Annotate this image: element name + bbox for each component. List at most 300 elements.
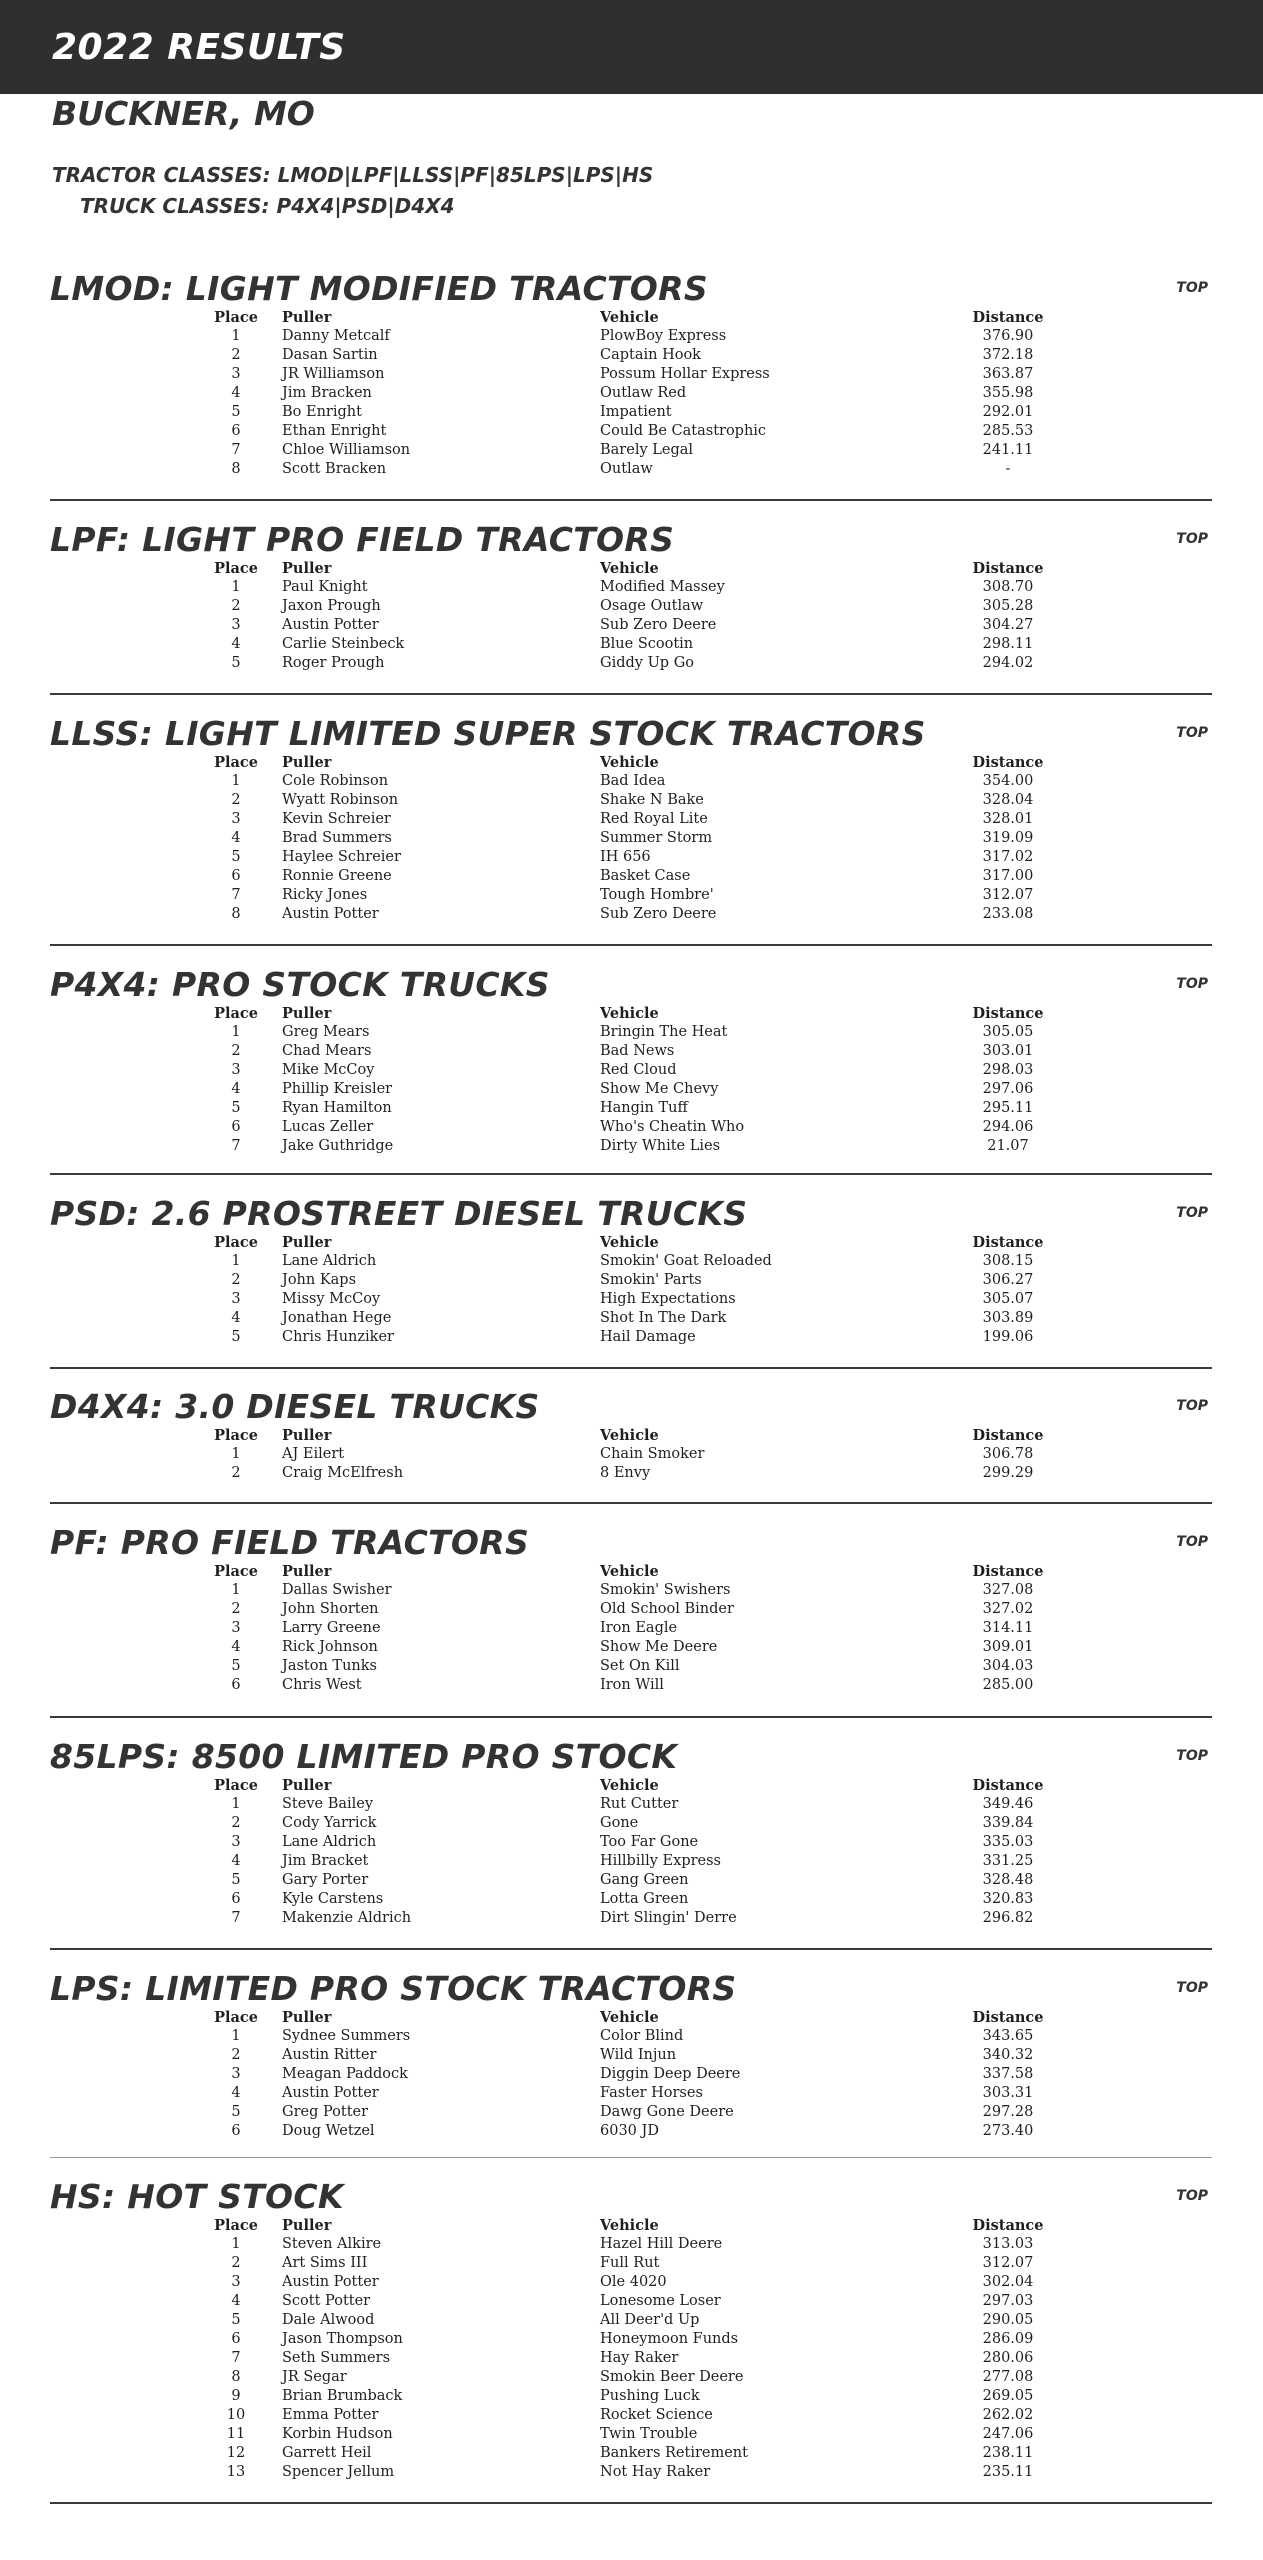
cell-puller: Larry Greene — [282, 1620, 381, 1636]
section-title: LLSS: LIGHT LIMITED SUPER STOCK TRACTORS — [50, 714, 926, 753]
table-row — [190, 1676, 1048, 1695]
table-row — [190, 1080, 1048, 1099]
cell-puller: Sydnee Summers — [282, 2028, 411, 2044]
cell-vehicle: Shot In The Dark — [600, 1310, 727, 1326]
cell-place: 3 — [231, 1834, 241, 1850]
cell-distance: 313.03 — [982, 2236, 1034, 2252]
table-row — [190, 772, 1048, 791]
column-header-vehicle: Vehicle — [600, 1005, 659, 1022]
back-to-top-link[interactable]: TOP — [1176, 2188, 1208, 2204]
table-row — [190, 460, 1048, 479]
cell-place: 6 — [231, 868, 241, 884]
cell-puller: Austin Potter — [282, 617, 379, 633]
cell-distance: 331.25 — [982, 1853, 1034, 1869]
cell-vehicle: Bringin The Heat — [600, 1024, 728, 1040]
cell-vehicle: 6030 JD — [600, 2123, 659, 2139]
cell-puller: Dallas Swisher — [282, 1582, 392, 1598]
section-divider — [50, 1948, 1212, 1950]
cell-place: 1 — [231, 2028, 241, 2044]
table-row — [190, 1814, 1048, 1833]
cell-vehicle: Hangin Tuff — [600, 1100, 688, 1116]
table-row — [190, 1023, 1048, 1042]
cell-vehicle: Faster Horses — [600, 2085, 703, 2101]
cell-distance: 337.58 — [982, 2066, 1034, 2082]
table-row — [190, 2444, 1048, 2463]
cell-distance: 235.11 — [982, 2464, 1034, 2480]
cell-puller: Spencer Jellum — [282, 2464, 395, 2480]
cell-puller: Ricky Jones — [282, 887, 368, 903]
cell-place: 5 — [231, 404, 241, 420]
column-header-distance: Distance — [972, 1427, 1044, 1444]
cell-place: 7 — [231, 1910, 241, 1926]
back-to-top-link[interactable]: TOP — [1176, 976, 1208, 992]
cell-place: 8 — [231, 461, 241, 477]
cell-vehicle: Lotta Green — [600, 1891, 689, 1907]
cell-puller: Jake Guthridge — [282, 1138, 394, 1154]
cell-puller: Greg Mears — [282, 1024, 370, 1040]
table-row — [190, 2387, 1048, 2406]
cell-puller: Cole Robinson — [282, 773, 389, 789]
cell-distance: 328.01 — [982, 811, 1034, 827]
cell-distance: 339.84 — [982, 1815, 1034, 1831]
back-to-top-link[interactable]: TOP — [1176, 531, 1208, 547]
cell-vehicle: Basket Case — [600, 868, 691, 884]
cell-vehicle: PlowBoy Express — [600, 328, 727, 344]
column-header-puller: Puller — [282, 2217, 332, 2234]
table-row — [190, 886, 1048, 905]
column-header-place: Place — [214, 1777, 258, 1794]
cell-place: 2 — [231, 1815, 241, 1831]
section-divider — [50, 2502, 1212, 2504]
cell-distance: 349.46 — [982, 1796, 1034, 1812]
column-header-distance: Distance — [972, 754, 1044, 771]
cell-distance: 376.90 — [982, 328, 1034, 344]
table-row — [190, 1464, 1048, 1483]
cell-vehicle: Bad News — [600, 1043, 675, 1059]
cell-vehicle: Gang Green — [600, 1872, 689, 1888]
cell-vehicle: Gone — [600, 1815, 639, 1831]
cell-vehicle: Summer Storm — [600, 830, 713, 846]
table-row — [190, 829, 1048, 848]
cell-puller: Steven Alkire — [282, 2236, 382, 2252]
cell-vehicle: Sub Zero Deere — [600, 906, 717, 922]
cell-distance: 273.40 — [982, 2123, 1034, 2139]
cell-distance: 309.01 — [982, 1639, 1034, 1655]
cell-place: 7 — [231, 887, 241, 903]
results-section — [50, 1738, 1212, 1928]
cell-puller: Dasan Sartin — [282, 347, 378, 363]
cell-distance: 335.03 — [982, 1834, 1034, 1850]
cell-vehicle: Who's Cheatin Who — [600, 1119, 745, 1135]
results-section — [50, 270, 1212, 479]
cell-puller: Kevin Schreier — [282, 811, 391, 827]
cell-puller: Jim Bracket — [282, 1853, 369, 1869]
table-row — [190, 2349, 1048, 2368]
table-row — [190, 365, 1048, 384]
cell-vehicle: Diggin Deep Deere — [600, 2066, 741, 2082]
cell-distance: 297.06 — [982, 1081, 1034, 1097]
cell-distance: 280.06 — [982, 2350, 1034, 2366]
cell-place: 4 — [231, 1853, 241, 1869]
column-header-puller: Puller — [282, 1777, 332, 1794]
results-section — [50, 521, 1212, 673]
column-header-puller: Puller — [282, 754, 332, 771]
cell-distance: 296.82 — [982, 1910, 1034, 1926]
cell-distance: 285.53 — [982, 423, 1034, 439]
cell-place: 6 — [231, 1677, 241, 1693]
column-header-distance: Distance — [972, 1234, 1044, 1251]
cell-place: 2 — [231, 1601, 241, 1617]
cell-puller: Lucas Zeller — [282, 1119, 374, 1135]
section-divider — [50, 693, 1212, 695]
table-row — [190, 635, 1048, 654]
cell-vehicle: Bad Idea — [600, 773, 666, 789]
cell-place: 6 — [231, 2123, 241, 2139]
table-row — [190, 1795, 1048, 1814]
table-row — [190, 2103, 1048, 2122]
cell-place: 7 — [231, 2350, 241, 2366]
column-header-distance: Distance — [972, 309, 1044, 326]
cell-distance: 298.11 — [982, 636, 1034, 652]
back-to-top-link[interactable]: TOP — [1176, 1205, 1208, 1221]
section-divider — [50, 1173, 1212, 1175]
table-row — [190, 1118, 1048, 1137]
back-to-top-link[interactable]: TOP — [1176, 1980, 1208, 1996]
cell-puller: Jim Bracken — [282, 385, 372, 401]
cell-puller: Bo Enright — [282, 404, 362, 420]
table-header-row — [190, 1004, 1048, 1023]
section-divider — [50, 1716, 1212, 1718]
cell-place: 5 — [231, 1329, 241, 1345]
cell-puller: John Shorten — [282, 1601, 379, 1617]
results-section — [50, 1970, 1212, 2141]
results-table — [190, 1004, 1048, 1156]
results-section — [50, 715, 1212, 924]
table-row — [190, 1833, 1048, 1852]
table-row — [190, 2463, 1048, 2482]
section-divider — [50, 944, 1212, 946]
cell-puller: Paul Knight — [282, 579, 368, 595]
table-row — [190, 1890, 1048, 1909]
column-header-place: Place — [214, 2217, 258, 2234]
table-row — [190, 2273, 1048, 2292]
cell-puller: Chad Mears — [282, 1043, 372, 1059]
column-header-vehicle: Vehicle — [600, 1234, 659, 1251]
cell-puller: Phillip Kreisler — [282, 1081, 393, 1097]
column-header-distance: Distance — [972, 560, 1044, 577]
column-header-distance: Distance — [972, 1005, 1044, 1022]
table-header-row — [190, 1562, 1048, 1581]
cell-puller: Jason Thompson — [282, 2331, 403, 2347]
cell-puller: Ryan Hamilton — [282, 1100, 392, 1116]
cell-puller: Kyle Carstens — [282, 1891, 384, 1907]
cell-puller: Austin Ritter — [282, 2047, 377, 2063]
cell-puller: Mike McCoy — [282, 1062, 375, 1078]
cell-vehicle: Modified Massey — [600, 579, 725, 595]
results-table — [190, 1233, 1048, 1347]
cell-distance: 306.78 — [982, 1446, 1034, 1462]
cell-vehicle: Could Be Catastrophic — [600, 423, 767, 439]
cell-puller: Rick Johnson — [282, 1639, 378, 1655]
cell-vehicle: Show Me Chevy — [600, 1081, 719, 1097]
cell-distance: 294.06 — [982, 1119, 1034, 1135]
table-row — [190, 346, 1048, 365]
cell-distance: 312.07 — [982, 887, 1034, 903]
cell-distance: 262.02 — [982, 2407, 1034, 2423]
section-title: LPS: LIMITED PRO STOCK TRACTORS — [50, 1969, 737, 2008]
page-title: 2022 RESULTS — [52, 26, 346, 68]
table-row — [190, 616, 1048, 635]
cell-vehicle: Hay Raker — [600, 2350, 679, 2366]
cell-vehicle: Twin Trouble — [600, 2426, 698, 2442]
cell-place: 3 — [231, 617, 241, 633]
column-header-puller: Puller — [282, 309, 332, 326]
cell-vehicle: Red Cloud — [600, 1062, 677, 1078]
cell-place: 4 — [231, 1310, 241, 1326]
cell-distance: 320.83 — [982, 1891, 1034, 1907]
cell-distance: 343.65 — [982, 2028, 1034, 2044]
cell-distance: 269.05 — [982, 2388, 1034, 2404]
cell-place: 4 — [231, 830, 241, 846]
cell-puller: Gary Porter — [282, 1872, 369, 1888]
cell-puller: Danny Metcalf — [282, 328, 390, 344]
cell-puller: Meagan Paddock — [282, 2066, 408, 2082]
table-row — [190, 1657, 1048, 1676]
column-header-vehicle: Vehicle — [600, 1427, 659, 1444]
table-row — [190, 2235, 1048, 2254]
cell-puller: Makenzie Aldrich — [282, 1910, 412, 1926]
column-header-puller: Puller — [282, 1234, 332, 1251]
section-divider — [50, 1502, 1212, 1504]
cell-place: 7 — [231, 1138, 241, 1154]
table-row — [190, 848, 1048, 867]
column-header-vehicle: Vehicle — [600, 2009, 659, 2026]
cell-distance: 304.03 — [982, 1658, 1034, 1674]
table-header-row — [190, 753, 1048, 772]
cell-distance: 327.08 — [982, 1582, 1034, 1598]
cell-puller: Seth Summers — [282, 2350, 391, 2366]
cell-vehicle: Pushing Luck — [600, 2388, 700, 2404]
cell-distance: 21.07 — [987, 1138, 1029, 1154]
back-to-top-link[interactable]: TOP — [1176, 1748, 1208, 1764]
column-header-place: Place — [214, 754, 258, 771]
cell-distance: 355.98 — [982, 385, 1034, 401]
cell-distance: 308.70 — [982, 579, 1034, 595]
cell-place: 2 — [231, 1043, 241, 1059]
table-row — [190, 2084, 1048, 2103]
cell-place: 9 — [231, 2388, 241, 2404]
cell-puller: Jaxon Prough — [282, 598, 381, 614]
table-row — [190, 2406, 1048, 2425]
table-row — [190, 1061, 1048, 1080]
cell-vehicle: Impatient — [600, 404, 672, 420]
cell-distance: 238.11 — [982, 2445, 1034, 2461]
section-title: D4X4: 3.0 DIESEL TRUCKS — [50, 1387, 540, 1426]
cell-vehicle: Red Royal Lite — [600, 811, 708, 827]
results-section — [50, 2178, 1212, 2482]
cell-puller: Scott Bracken — [282, 461, 387, 477]
cell-vehicle: Lonesome Loser — [600, 2293, 721, 2309]
cell-distance: - — [1005, 461, 1011, 477]
results-section — [50, 966, 1212, 1156]
cell-distance: 294.02 — [982, 655, 1034, 671]
section-title: PF: PRO FIELD TRACTORS — [50, 1523, 530, 1562]
cell-place: 3 — [231, 1062, 241, 1078]
section-title: P4X4: PRO STOCK TRUCKS — [50, 965, 550, 1004]
cell-distance: 302.04 — [982, 2274, 1034, 2290]
cell-puller: Garrett Heil — [282, 2445, 372, 2461]
cell-distance: 317.00 — [982, 868, 1034, 884]
table-row — [190, 810, 1048, 829]
cell-puller: Roger Prough — [282, 655, 385, 671]
table-row — [190, 905, 1048, 924]
cell-vehicle: Hazel Hill Deere — [600, 2236, 723, 2252]
results-section — [50, 1195, 1212, 1347]
cell-puller: Haylee Schreier — [282, 849, 401, 865]
cell-vehicle: Tough Hombre' — [600, 887, 714, 903]
table-row — [190, 1581, 1048, 1600]
cell-place: 6 — [231, 2331, 241, 2347]
results-table — [190, 1562, 1048, 1695]
cell-place: 3 — [231, 2274, 241, 2290]
column-header-vehicle: Vehicle — [600, 1777, 659, 1794]
cell-vehicle: 8 Envy — [600, 1465, 651, 1481]
cell-distance: 303.31 — [982, 2085, 1034, 2101]
section-title: PSD: 2.6 PROSTREET DIESEL TRUCKS — [50, 1194, 748, 1233]
cell-place: 4 — [231, 1081, 241, 1097]
table-row — [190, 1137, 1048, 1156]
back-to-top-link[interactable]: TOP — [1176, 725, 1208, 741]
cell-vehicle: Osage Outlaw — [600, 598, 704, 614]
table-row — [190, 1099, 1048, 1118]
cell-vehicle: Dawg Gone Deere — [600, 2104, 734, 2120]
cell-puller: Ronnie Greene — [282, 868, 392, 884]
results-table — [190, 1776, 1048, 1928]
cell-distance: 312.07 — [982, 2255, 1034, 2271]
cell-place: 1 — [231, 2236, 241, 2252]
cell-distance: 297.28 — [982, 2104, 1034, 2120]
column-header-place: Place — [214, 1563, 258, 1580]
back-to-top-link[interactable]: TOP — [1176, 1534, 1208, 1550]
cell-vehicle: Bankers Retirement — [600, 2445, 748, 2461]
cell-distance: 308.15 — [982, 1253, 1034, 1269]
cell-distance: 314.11 — [982, 1620, 1034, 1636]
cell-puller: Cody Yarrick — [282, 1815, 377, 1831]
cell-place: 2 — [231, 1465, 241, 1481]
back-to-top-link[interactable]: TOP — [1176, 1398, 1208, 1414]
table-row — [190, 654, 1048, 673]
table-row — [190, 2425, 1048, 2444]
cell-place: 6 — [231, 1891, 241, 1907]
cell-distance: 328.48 — [982, 1872, 1034, 1888]
results-table — [190, 2216, 1048, 2482]
section-title: HS: HOT STOCK — [50, 2177, 344, 2216]
column-header-puller: Puller — [282, 1563, 332, 1580]
cell-distance: 305.28 — [982, 598, 1034, 614]
cell-distance: 306.27 — [982, 1272, 1034, 1288]
cell-distance: 363.87 — [982, 366, 1034, 382]
header-bar — [0, 0, 1263, 94]
column-header-puller: Puller — [282, 2009, 332, 2026]
table-row — [190, 2311, 1048, 2330]
cell-place: 3 — [231, 811, 241, 827]
cell-distance: 327.02 — [982, 1601, 1034, 1617]
cell-vehicle: Iron Will — [600, 1677, 664, 1693]
cell-puller: Missy McCoy — [282, 1291, 381, 1307]
table-row — [190, 422, 1048, 441]
cell-puller: Jonathan Hege — [282, 1310, 392, 1326]
cell-distance: 295.11 — [982, 1100, 1034, 1116]
cell-puller: Greg Potter — [282, 2104, 369, 2120]
cell-distance: 305.05 — [982, 1024, 1034, 1040]
table-row — [190, 384, 1048, 403]
cell-puller: Craig McElfresh — [282, 1465, 404, 1481]
cell-place: 1 — [231, 579, 241, 595]
cell-place: 11 — [226, 2426, 246, 2442]
cell-puller: Chloe Williamson — [282, 442, 411, 458]
cell-distance: 340.32 — [982, 2047, 1034, 2063]
cell-vehicle: Chain Smoker — [600, 1446, 705, 1462]
cell-puller: Doug Wetzel — [282, 2123, 375, 2139]
cell-distance: 372.18 — [982, 347, 1034, 363]
cell-puller: Carlie Steinbeck — [282, 636, 405, 652]
cell-puller: Ethan Enright — [282, 423, 387, 439]
cell-puller: JR Segar — [282, 2369, 347, 2385]
cell-puller: Scott Potter — [282, 2293, 371, 2309]
table-row — [190, 1871, 1048, 1890]
cell-distance: 317.02 — [982, 849, 1034, 865]
cell-distance: 241.11 — [982, 442, 1034, 458]
column-header-distance: Distance — [972, 2217, 1044, 2234]
column-header-vehicle: Vehicle — [600, 2217, 659, 2234]
column-header-place: Place — [214, 1005, 258, 1022]
cell-place: 1 — [231, 1024, 241, 1040]
cell-vehicle: Honeymoon Funds — [600, 2331, 739, 2347]
column-header-place: Place — [214, 1427, 258, 1444]
cell-place: 1 — [231, 1446, 241, 1462]
table-header-row — [190, 1776, 1048, 1795]
table-row — [190, 578, 1048, 597]
results-table — [190, 559, 1048, 673]
table-row — [190, 1309, 1048, 1328]
cell-vehicle: Captain Hook — [600, 347, 701, 363]
cell-vehicle: Barely Legal — [600, 442, 694, 458]
table-row — [190, 2122, 1048, 2141]
cell-vehicle: Shake N Bake — [600, 792, 704, 808]
table-row — [190, 1042, 1048, 1061]
cell-puller: JR Williamson — [282, 366, 385, 382]
cell-place: 2 — [231, 792, 241, 808]
cell-place: 2 — [231, 598, 241, 614]
table-row — [190, 2046, 1048, 2065]
cell-place: 3 — [231, 2066, 241, 2082]
cell-vehicle: Hail Damage — [600, 1329, 696, 1345]
back-to-top-link[interactable]: TOP — [1176, 280, 1208, 296]
cell-vehicle: Rocket Science — [600, 2407, 713, 2423]
cell-vehicle: Not Hay Raker — [600, 2464, 711, 2480]
cell-vehicle: Color Blind — [600, 2028, 684, 2044]
cell-puller: Brad Summers — [282, 830, 392, 846]
results-table — [190, 753, 1048, 924]
cell-distance: 299.29 — [982, 1465, 1034, 1481]
cell-vehicle: Dirt Slingin' Derre — [600, 1910, 737, 1926]
cell-distance: 303.89 — [982, 1310, 1034, 1326]
cell-place: 2 — [231, 1272, 241, 1288]
cell-place: 4 — [231, 2085, 241, 2101]
cell-place: 8 — [231, 906, 241, 922]
section-divider — [50, 1367, 1212, 1369]
results-table — [190, 1426, 1048, 1483]
